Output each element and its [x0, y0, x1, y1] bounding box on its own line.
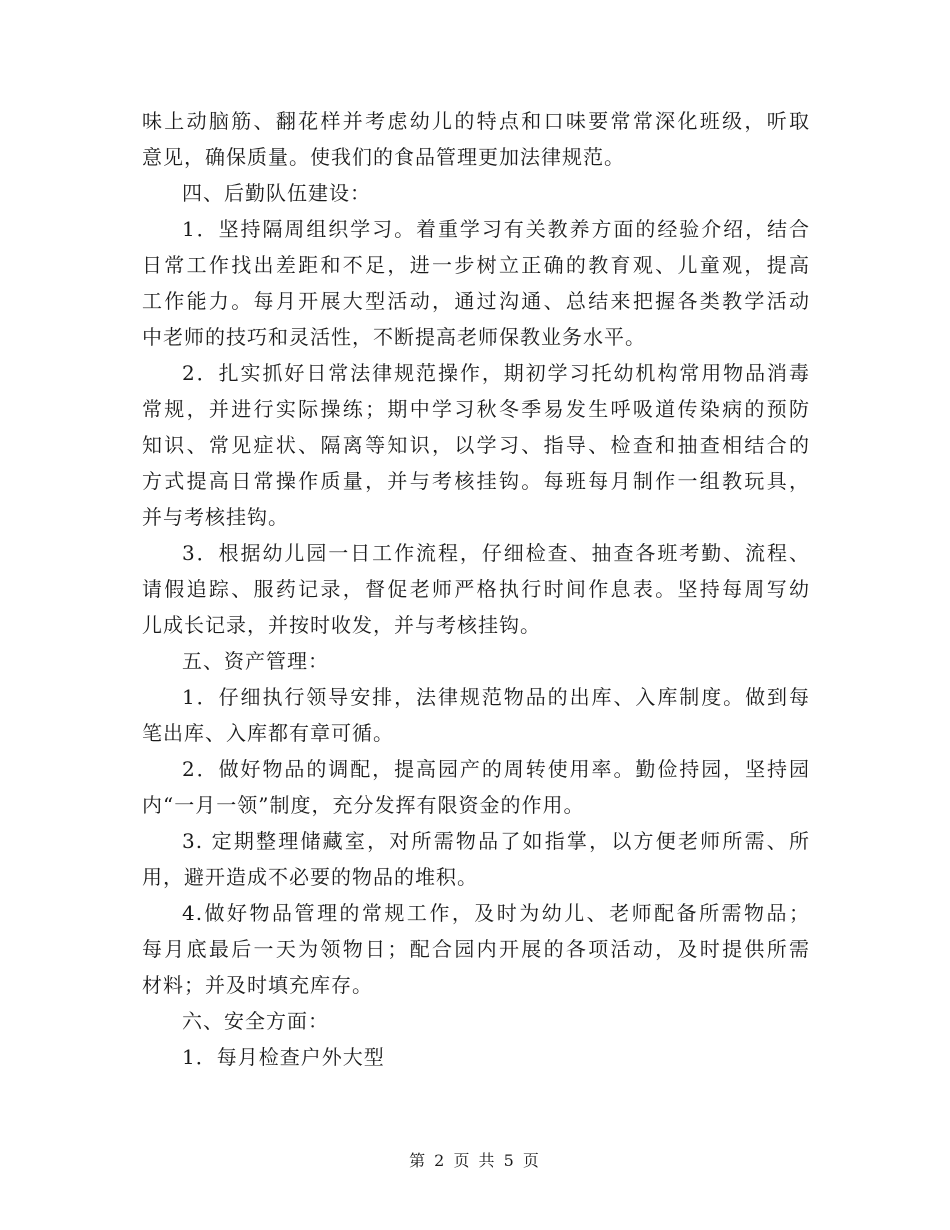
text-line: 知识、常见症状、隔离等知识，以学习、指导、检查和抽查相结合的	[142, 433, 810, 457]
text-line: 并与考核挂钩。	[142, 505, 289, 529]
text-line: 3．根据幼儿园一日工作流程，仔细检查、抽查各班考勤、流程、	[182, 541, 810, 565]
text-line: 1．坚持隔周组织学习。着重学习有关教养方面的经验介绍，结合	[182, 217, 810, 241]
paragraph	[142, 1003, 810, 1039]
text-line: 五、资产管理：	[182, 649, 329, 673]
text-line: 方式提高日常操作质量，并与考核挂钩。每班每月制作一组教玩具，	[142, 469, 810, 493]
paragraph	[142, 1039, 810, 1075]
text-line: 意见，确保质量。使我们的食品管理更加法律规范。	[142, 145, 625, 169]
text-line: 笔出库、入库都有章可循。	[142, 721, 394, 745]
text-line: 味上动脑筋、翻花样并考虑幼儿的特点和口味要常常深化班级，听取	[142, 109, 810, 133]
text-line: 儿成长记录，并按时收发，并与考核挂钩。	[142, 613, 541, 637]
text-line: 1．仔细执行领导安排，法律规范物品的出库、入库制度。做到每	[182, 685, 810, 709]
paragraph	[142, 643, 810, 679]
text-line: 常规，并进行实际操练；期中学习秋冬季易发生呼吸道传染病的预防	[142, 397, 810, 421]
text-line: 请假追踪、服药记录，督促老师严格执行时间作息表。坚持每周写幼	[142, 577, 810, 601]
paragraph	[142, 103, 810, 175]
text-line: 4.做好物品管理的常规工作，及时为幼儿、老师配备所需物品；	[182, 901, 810, 925]
text-line: 四、后勤队伍建设：	[182, 181, 371, 205]
paragraph	[142, 355, 810, 535]
text-line: 1．每月检查户外大型	[182, 1045, 385, 1069]
text-line: 用，避开造成不必要的物品的堆积。	[142, 865, 478, 889]
paragraph	[142, 751, 810, 823]
paragraph	[142, 535, 810, 643]
text-line: 工作能力。每月开展大型活动，通过沟通、总结来把握各类教学活动	[142, 289, 810, 313]
document-body	[142, 103, 810, 1075]
text-line: 3. 定期整理储藏室，对所需物品了如指掌，以方便老师所需、所	[182, 829, 810, 853]
text-line: 2．扎实抓好日常法律规范操作，期初学习托幼机构常用物品消毒	[182, 361, 810, 385]
paragraph	[142, 895, 810, 1003]
text-line: 六、安全方面：	[182, 1009, 329, 1033]
text-line: 材料；并及时填充库存。	[142, 973, 373, 997]
page-number-footer: 第 2 页 共 5 页	[409, 1151, 541, 1170]
text-line: 每月底最后一天为领物日；配合园内开展的各项活动，及时提供所需	[142, 937, 810, 961]
text-line: 中老师的技巧和灵活性，不断提高老师保教业务水平。	[142, 325, 646, 349]
paragraph	[142, 211, 810, 355]
text-line: 内“一月一领”制度，充分发挥有限资金的作用。	[142, 793, 585, 817]
text-line: 日常工作找出差距和不足，进一步树立正确的教育观、儿童观，提高	[142, 253, 810, 277]
paragraph	[142, 175, 810, 211]
paragraph	[142, 679, 810, 751]
paragraph	[142, 823, 810, 895]
text-line: 2．做好物品的调配，提高园产的周转使用率。勤俭持园，坚持园	[182, 757, 810, 781]
